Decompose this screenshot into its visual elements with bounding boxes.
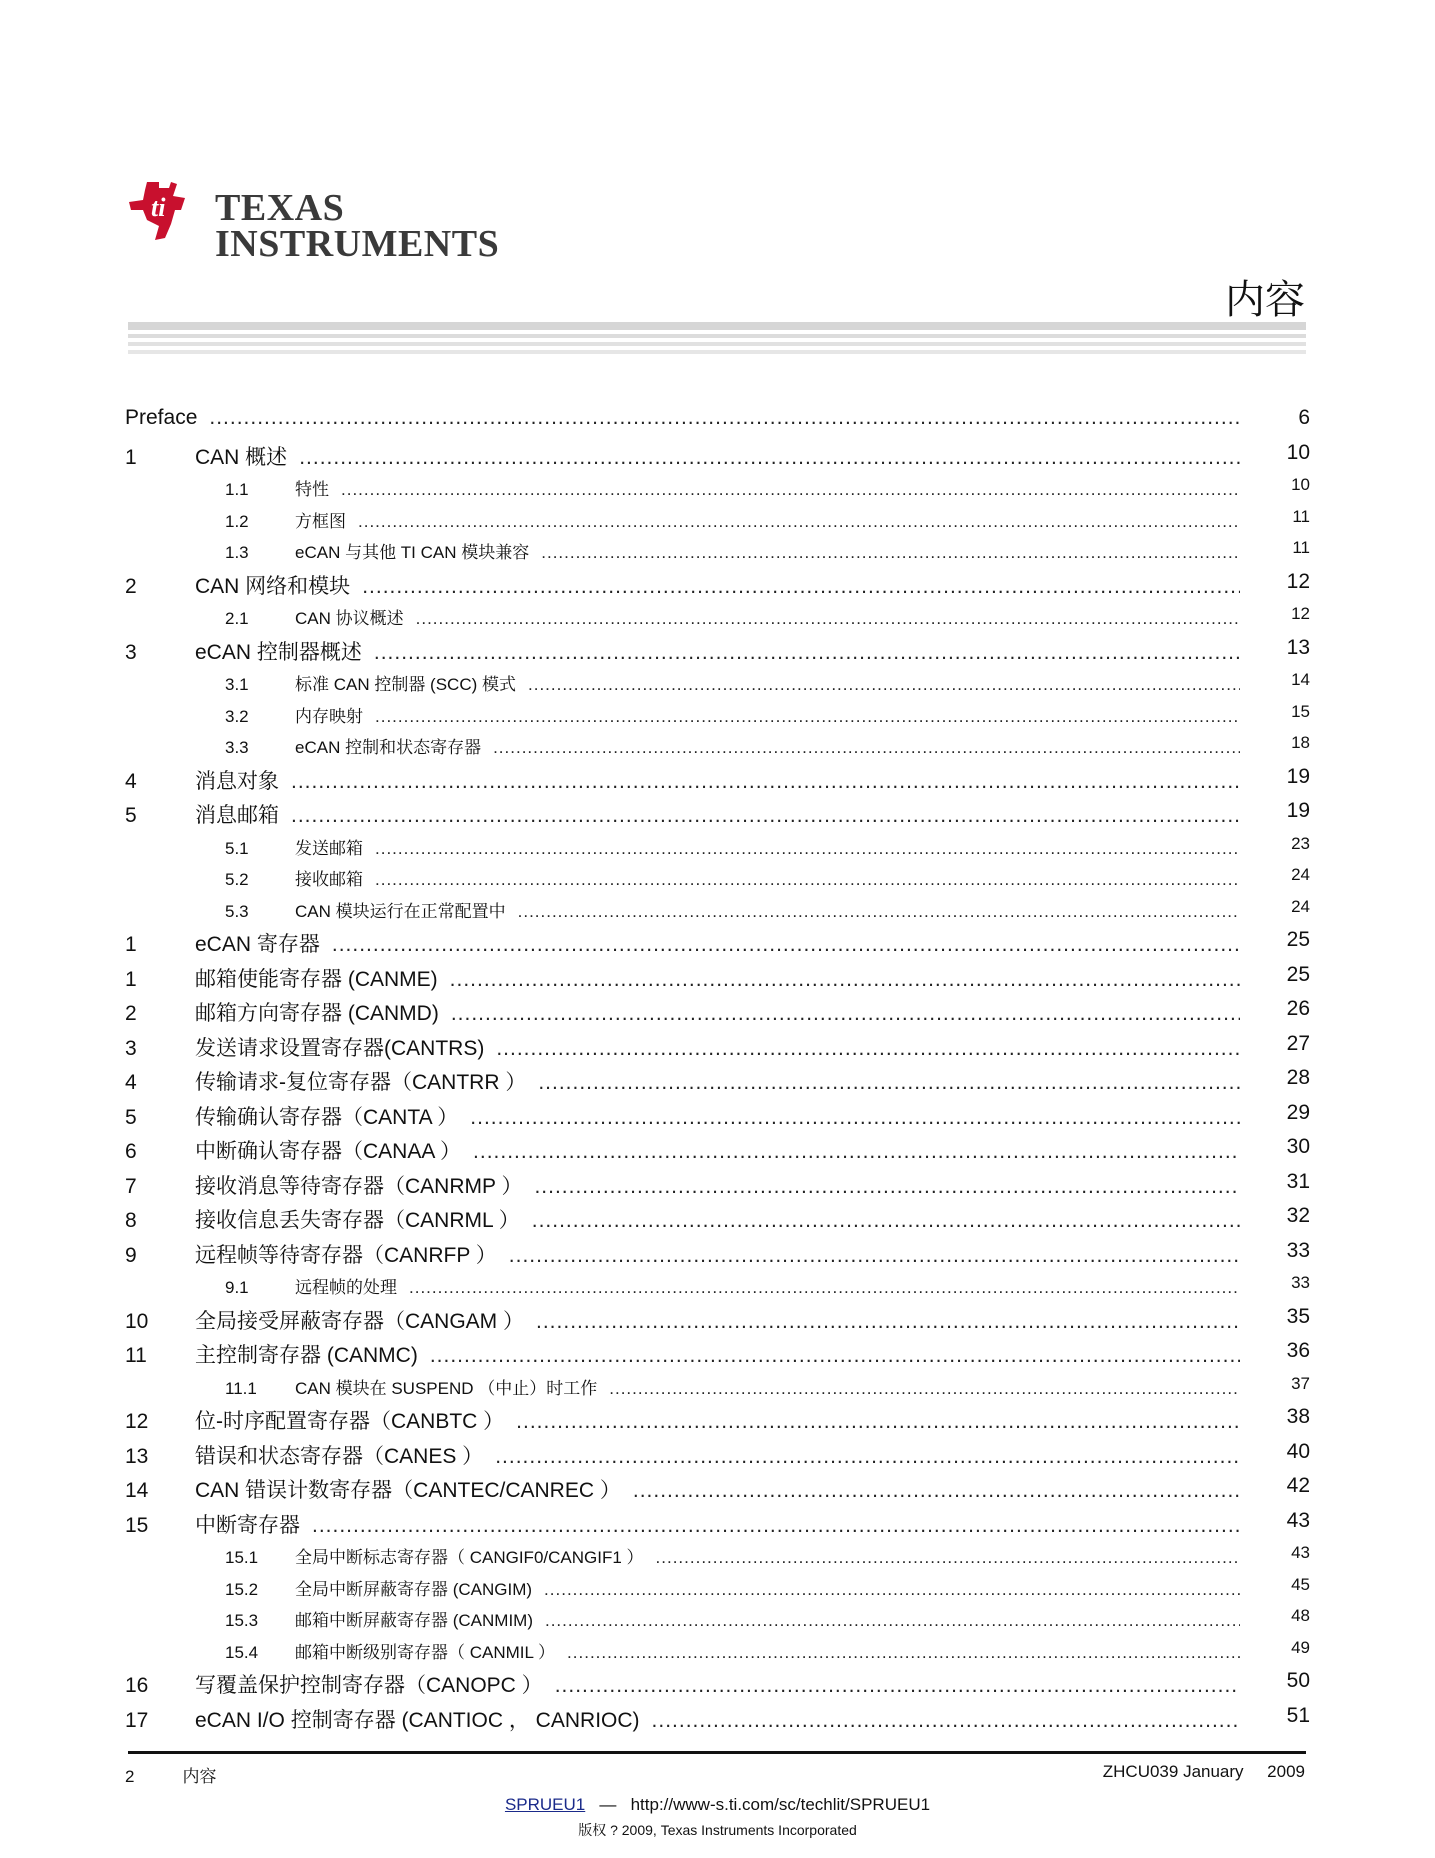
toc-entry-page: 27 (1286, 1031, 1310, 1055)
toc-entry-title: 消息邮箱 (195, 804, 279, 827)
toc-leader-dots (291, 804, 1240, 828)
toc-entry-number: 1 (125, 967, 137, 991)
toc-entry-number: 5.3 (225, 901, 249, 921)
toc-entry-number: 2.1 (225, 609, 249, 628)
toc-entry-page: 49 (1291, 1637, 1310, 1657)
toc-entry-number: 1.3 (225, 543, 249, 562)
toc-entry-number: 1 (125, 933, 137, 956)
toc-entry-page: 19 (1286, 799, 1310, 822)
toc-entry-page: 33 (1291, 1273, 1310, 1292)
toc-entry-page: 6 (1298, 406, 1310, 429)
toc-entry-number: 2 (125, 574, 137, 598)
toc-entry-number: 5 (125, 804, 137, 827)
toc-entry-title: 远程帧等待寄存器（CANRFP ） (195, 1243, 497, 1267)
toc-entry-number: 15.3 (225, 1611, 259, 1630)
toc-entry-title: 邮箱中断屏蔽寄存器 (CANMIM) (295, 1611, 533, 1630)
toc-entry-title: 主控制寄存器 (CANMC) (195, 1344, 418, 1367)
toc-entry-number: 1 (125, 445, 137, 469)
toc-entry-title: 消息对象 (195, 769, 279, 793)
toc-leader-dots (541, 543, 1240, 563)
toc-entry-number: 8 (125, 1209, 137, 1232)
toc-entry-title: 传输确认寄存器（CANTA ） (195, 1105, 459, 1129)
toc-entry-title: 特性 (295, 480, 329, 499)
toc-entry-number: 11 (125, 1344, 147, 1367)
toc-entry[interactable] (125, 1638, 1310, 1670)
toc-entry-number: 5 (125, 1105, 137, 1129)
toc-entry-page: 12 (1286, 569, 1310, 593)
toc-entry[interactable] (125, 1239, 1310, 1274)
toc-entry-title: CAN 模块在 SUSPEND （中止）时工作 (295, 1378, 598, 1398)
toc-entry[interactable] (125, 963, 1310, 998)
toc-leader-dots (332, 933, 1240, 957)
toc-entry-title: CAN 协议概述 (295, 609, 404, 628)
toc-leader-dots (409, 1278, 1240, 1298)
toc-leader-dots (299, 446, 1240, 470)
toc-entry[interactable] (125, 1032, 1310, 1067)
toc-entry-number: 15.1 (225, 1548, 259, 1567)
footer-year: 2009 (1267, 1762, 1305, 1781)
header-rules (128, 322, 1306, 358)
toc-entry-title: 中断确认寄存器（CANAA ） (195, 1140, 462, 1163)
toc-entry-page: 50 (1286, 1669, 1310, 1692)
toc-entry-page: 30 (1286, 1135, 1310, 1158)
toc-leader-dots (555, 1674, 1240, 1698)
svg-text:ti: ti (151, 193, 166, 222)
toc-entry-number: 1.2 (225, 511, 249, 531)
toc-leader-dots (536, 1310, 1240, 1334)
toc-entry-title: 内存映射 (295, 706, 363, 726)
toc-leader-dots (451, 1002, 1240, 1026)
toc-entry-number: 16 (125, 1674, 149, 1697)
toc-entry-number: 5.1 (225, 838, 249, 858)
toc-leader-dots (473, 1140, 1240, 1164)
toc-leader-dots (358, 512, 1240, 532)
toc-entry[interactable] (125, 1704, 1310, 1739)
toc-leader-dots (532, 1209, 1240, 1233)
footer-left (125, 1762, 264, 1787)
toc-entry[interactable] (125, 604, 1310, 636)
toc-entry-page: 29 (1286, 1100, 1310, 1124)
toc-entry[interactable] (125, 1440, 1310, 1475)
toc-entry[interactable] (125, 1135, 1310, 1170)
toc-entry-page: 15 (1291, 701, 1310, 721)
toc-leader-dots (375, 870, 1240, 890)
toc-entry-number: 14 (125, 1479, 149, 1502)
toc-entry-title: CAN 网络和模块 (195, 574, 351, 598)
toc-entry-page: 51 (1286, 1703, 1310, 1727)
toc-entry[interactable] (125, 1669, 1310, 1704)
toc-entry-number: 13 (125, 1444, 149, 1468)
toc-entry-page: 25 (1286, 928, 1310, 951)
toc-entry-title: 传输请求-复位寄存器（CANTRR ） (195, 1071, 527, 1094)
footer-right (1103, 1762, 1305, 1782)
toc-entry[interactable] (125, 1474, 1310, 1509)
toc-entry[interactable] (125, 1273, 1310, 1305)
footer-link-line (0, 1795, 1435, 1815)
toc-entry[interactable] (125, 507, 1310, 539)
toc-entry-title: 标准 CAN 控制器 (SCC) 模式 (295, 675, 516, 694)
footer-doc-id: ZHCU039 January (1102, 1762, 1244, 1781)
toc-entry-number: 4 (125, 769, 137, 793)
toc-entry-page: 25 (1286, 962, 1310, 986)
toc-entry-title: eCAN 寄存器 (195, 933, 320, 956)
page-title: 内容 (1225, 278, 1305, 322)
table-of-contents (125, 406, 1310, 1738)
toc-leader-dots (516, 1410, 1240, 1434)
toc-entry-page: 28 (1286, 1066, 1310, 1089)
footer-url[interactable]: http://www-s.ti.com/sc/techlit/SPRUEU1 (630, 1795, 931, 1814)
toc-entry-number: 3.1 (225, 675, 249, 694)
toc-entry[interactable] (125, 997, 1310, 1032)
toc-entry[interactable] (125, 538, 1310, 570)
toc-entry-number: 9 (125, 1243, 137, 1267)
toc-entry[interactable] (125, 733, 1310, 765)
toc-leader-dots (652, 1709, 1240, 1733)
doc-link[interactable]: SPRUEU1 (504, 1795, 586, 1814)
toc-entry[interactable] (125, 1305, 1310, 1340)
toc-entry-title: 接收信息丢失寄存器（CANRML ） (195, 1209, 520, 1232)
toc-leader-dots (534, 1175, 1240, 1199)
toc-entry-number: 1.1 (225, 480, 249, 499)
toc-entry-number: 7 (125, 1174, 137, 1198)
toc-entry-page: 42 (1286, 1474, 1310, 1497)
toc-leader-dots (495, 1445, 1240, 1469)
toc-leader-dots (291, 770, 1240, 794)
toc-entry-page: 10 (1291, 475, 1310, 494)
toc-entry[interactable] (125, 670, 1310, 702)
toc-leader-dots (609, 1379, 1240, 1399)
toc-entry-title: 接收邮箱 (295, 870, 363, 889)
toc-entry[interactable] (125, 1101, 1310, 1136)
toc-entry-number: 3 (125, 640, 137, 664)
toc-entry-page: 33 (1286, 1238, 1310, 1262)
toc-leader-dots (312, 1514, 1240, 1538)
toc-entry[interactable] (125, 636, 1310, 671)
toc-entry-page: 37 (1291, 1373, 1310, 1393)
toc-entry-title: 邮箱中断级别寄存器（ CANMIL ） (295, 1642, 556, 1662)
toc-entry-page: 11 (1292, 538, 1310, 557)
toc-entry-title: eCAN 控制器概述 (195, 640, 362, 664)
toc-entry-title: CAN 错误计数寄存器（CANTEC/CANREC ） (195, 1479, 621, 1502)
brand-line2: INSTRUMENTS (215, 223, 500, 265)
toc-leader-dots (209, 406, 1240, 430)
toc-entry-number: 17 (125, 1708, 149, 1732)
toc-entry-title: 邮箱使能寄存器 (CANME) (195, 967, 438, 991)
toc-entry[interactable] (125, 406, 1310, 441)
toc-entry-page: 48 (1291, 1606, 1310, 1625)
toc-entry[interactable] (125, 1575, 1310, 1607)
toc-entry-title: 中断寄存器 (195, 1513, 300, 1537)
toc-entry-number: 15.2 (225, 1579, 259, 1599)
toc-entry-title: Preface (125, 406, 198, 429)
brand-line1: TEXAS (215, 187, 345, 229)
toc-entry-title: 远程帧的处理 (295, 1278, 397, 1297)
toc-entry-title: 错误和状态寄存器（CANES ） (195, 1444, 484, 1468)
toc-entry[interactable] (125, 1170, 1310, 1205)
toc-entry-title: 全局接受屏蔽寄存器（CANGAM ） (195, 1309, 525, 1333)
toc-entry[interactable] (125, 1374, 1310, 1406)
toc-entry-page: 31 (1286, 1169, 1310, 1193)
toc-entry-title: 邮箱方向寄存器 (CANMD) (195, 1002, 439, 1025)
toc-entry-title: 接收消息等待寄存器（CANRMP ） (195, 1174, 523, 1198)
toc-entry-page: 26 (1286, 997, 1310, 1020)
toc-leader-dots (470, 1106, 1240, 1130)
toc-entry[interactable] (125, 1543, 1310, 1575)
toc-leader-dots (374, 641, 1240, 665)
toc-leader-dots (538, 1071, 1240, 1095)
toc-entry-title: 全局中断屏蔽寄存器 (CANGIM) (295, 1579, 533, 1599)
toc-leader-dots (493, 738, 1240, 758)
toc-entry-page: 12 (1291, 604, 1310, 623)
toc-entry-number: 15.4 (225, 1642, 259, 1662)
toc-entry[interactable] (125, 570, 1310, 605)
copyright: 版权 ? 2009, Texas Instruments Incorporated (578, 1822, 857, 1838)
toc-leader-dots (509, 1244, 1240, 1268)
toc-entry[interactable] (125, 702, 1310, 734)
footer-divider (128, 1751, 1306, 1754)
toc-entry[interactable] (125, 865, 1310, 897)
toc-entry[interactable] (125, 834, 1310, 866)
toc-entry-title: 发送邮箱 (295, 838, 363, 858)
toc-leader-dots (545, 1611, 1240, 1631)
toc-entry[interactable] (125, 441, 1310, 476)
toc-entry[interactable] (125, 928, 1310, 963)
toc-entry-number: 12 (125, 1410, 149, 1433)
toc-leader-dots (656, 1548, 1240, 1568)
toc-entry[interactable] (125, 475, 1310, 507)
toc-entry-title: CAN 模块运行在正常配置中 (295, 901, 506, 921)
toc-entry-number: 4 (125, 1071, 137, 1094)
toc-leader-dots (362, 575, 1240, 599)
footer-separator: — (599, 1795, 617, 1814)
toc-entry-title: 位-时序配置寄存器（CANBTC ） (195, 1410, 505, 1433)
toc-leader-dots (633, 1479, 1240, 1503)
toc-leader-dots (430, 1344, 1240, 1368)
toc-entry-page: 14 (1291, 670, 1310, 689)
toc-leader-dots (341, 480, 1240, 500)
toc-leader-dots (496, 1037, 1240, 1061)
toc-entry-number: 10 (125, 1309, 149, 1333)
toc-entry-page: 43 (1291, 1543, 1310, 1562)
toc-entry[interactable] (125, 799, 1310, 834)
toc-leader-dots (544, 1580, 1240, 1600)
footer-section: 内容 (182, 1767, 217, 1786)
toc-entry[interactable] (125, 1405, 1310, 1440)
toc-entry-page: 18 (1291, 733, 1310, 752)
toc-entry-page: 40 (1286, 1439, 1310, 1463)
toc-entry[interactable] (125, 1606, 1310, 1638)
toc-entry-number: 9.1 (225, 1278, 249, 1297)
toc-leader-dots (518, 902, 1240, 922)
toc-entry-title: eCAN 控制和状态寄存器 (295, 738, 482, 757)
toc-leader-dots (416, 609, 1240, 629)
toc-leader-dots (528, 675, 1240, 695)
toc-entry-number: 3 (125, 1036, 137, 1060)
toc-entry-title: 方框图 (295, 511, 346, 531)
toc-entry-number: 6 (125, 1140, 137, 1163)
footer-page-number: 2 (125, 1767, 135, 1786)
toc-entry-number: 11.1 (225, 1378, 257, 1398)
toc-entry-page: 23 (1291, 833, 1310, 853)
ti-logo-icon (125, 180, 195, 247)
toc-entry[interactable] (125, 1066, 1310, 1101)
toc-entry-page: 11 (1292, 506, 1310, 526)
toc-entry-number: 2 (125, 1002, 137, 1025)
toc-entry-title: 发送请求设置寄存器(CANTRS) (195, 1036, 485, 1060)
toc-entry-title: eCAN I/O 控制寄存器 (CANTIOC ， CANRIOC) (195, 1708, 640, 1732)
toc-entry[interactable] (125, 765, 1310, 800)
toc-entry-page: 24 (1291, 896, 1310, 916)
toc-entry[interactable] (125, 1339, 1310, 1374)
toc-entry-page: 10 (1286, 440, 1310, 464)
toc-entry-title: 全局中断标志寄存器（ CANGIF0/CANGIF1 ） (295, 1548, 644, 1567)
toc-entry-title: CAN 概述 (195, 445, 288, 469)
toc-entry-page: 24 (1291, 865, 1310, 884)
toc-entry-page: 45 (1291, 1574, 1310, 1594)
toc-entry-page: 35 (1286, 1304, 1310, 1328)
toc-entry-number: 15 (125, 1513, 149, 1537)
toc-entry-page: 19 (1286, 764, 1310, 788)
toc-entry-number: 3.2 (225, 706, 249, 726)
toc-entry-number: 5.2 (225, 870, 249, 889)
toc-leader-dots (450, 968, 1240, 992)
toc-entry-page: 38 (1286, 1405, 1310, 1428)
brand-wordmark (215, 187, 500, 265)
toc-leader-dots (567, 1643, 1240, 1663)
toc-entry[interactable] (125, 1204, 1310, 1239)
toc-entry-title: eCAN 与其他 TI CAN 模块兼容 (295, 543, 530, 562)
toc-entry-page: 36 (1286, 1339, 1310, 1362)
toc-entry-page: 13 (1286, 635, 1310, 659)
toc-leader-dots (375, 839, 1240, 859)
toc-entry[interactable] (125, 1509, 1310, 1544)
toc-entry[interactable] (125, 897, 1310, 929)
toc-entry-page: 43 (1286, 1508, 1310, 1532)
toc-leader-dots (375, 707, 1240, 727)
toc-entry-page: 32 (1286, 1204, 1310, 1227)
toc-entry-number: 3.3 (225, 738, 249, 757)
toc-entry-title: 写覆盖保护控制寄存器（CANOPC ） (195, 1674, 543, 1697)
